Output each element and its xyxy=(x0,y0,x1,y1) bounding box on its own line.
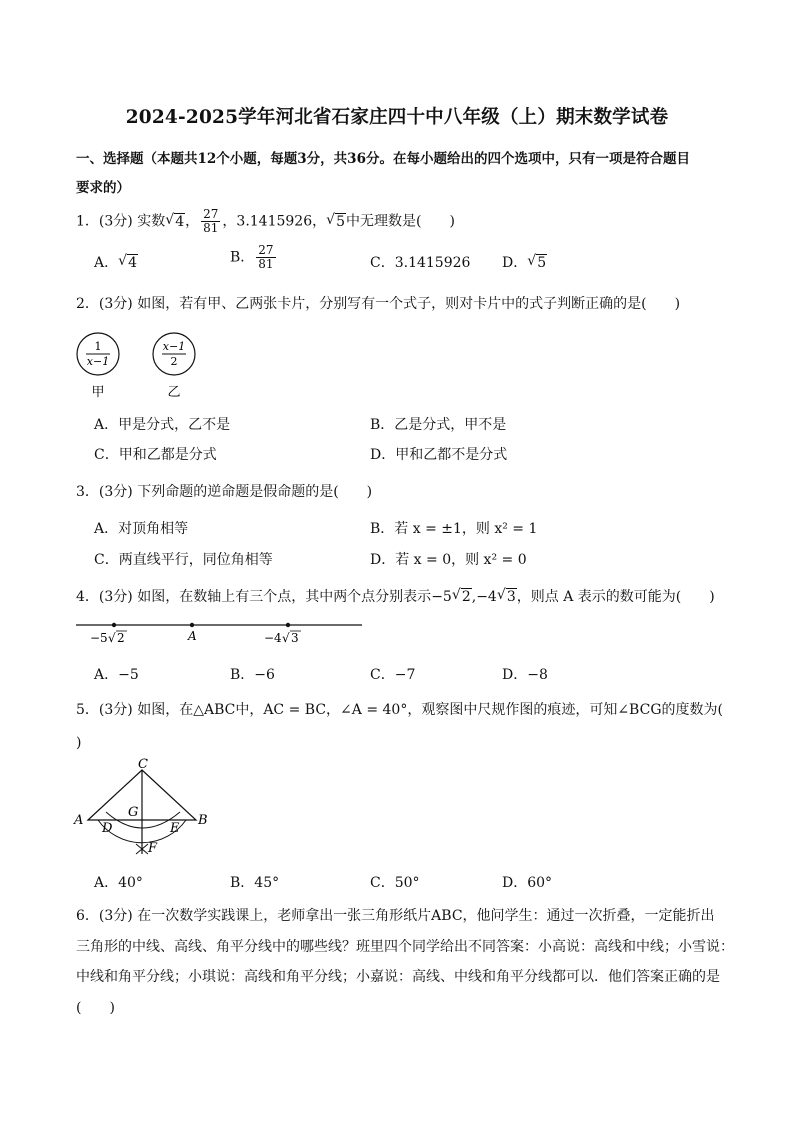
q1-mid: ，3.1415926， xyxy=(222,213,327,230)
q4-option-b[interactable]: B．−6 xyxy=(230,667,275,683)
q5-triangle-figure xyxy=(72,756,220,864)
q5-option-d[interactable]: D．60° xyxy=(502,875,553,891)
q1-stem xyxy=(76,208,455,235)
label-neg5: −5 xyxy=(90,631,108,645)
card-jia-den: x−1 xyxy=(86,355,110,368)
q4-option-c[interactable]: C．−7 xyxy=(370,667,416,683)
card-yi-num: x−1 xyxy=(162,340,186,353)
q3-option-b[interactable]: B．若 x = ±1，则 x² = 1 xyxy=(370,521,538,537)
label-e: E xyxy=(170,821,180,836)
q4-stem: 4．(3分) 如图，在数轴上有三个点，其中两个点分别表示−5√ 2,−4√ 3，则点 A 表示的数可能为( ) xyxy=(76,586,715,606)
q5-stem-line2: ) xyxy=(76,735,82,751)
q1-option-c[interactable]: C．3.1415926 xyxy=(370,255,471,271)
label-a: A xyxy=(74,813,84,828)
label-f: F xyxy=(148,841,158,856)
q1-sqrt5: √ 5 xyxy=(326,214,346,230)
card-jia-num: 1 xyxy=(94,340,102,353)
q2-option-a[interactable]: A．甲是分式，乙不是 xyxy=(94,417,231,433)
q6-stem-line3: 中线和角平分线；小琪说：高线和角平分线；小嘉说：高线、中线和角平分线都可以．他们答案正确的是 xyxy=(76,969,720,985)
q3-option-d[interactable]: D．若 x = 0，则 x² = 0 xyxy=(370,552,527,568)
q2-cards-figure xyxy=(72,330,212,404)
card-yi-den: 2 xyxy=(170,355,178,368)
q3-option-c[interactable]: C．两直线平行，同位角相等 xyxy=(94,552,273,568)
q2-option-c[interactable]: C．甲和乙都是分式 xyxy=(94,447,217,463)
label-c: C xyxy=(138,757,148,772)
label-neg4: −4 xyxy=(264,631,282,645)
label-rad-2: 2 xyxy=(117,631,125,645)
point-a xyxy=(190,623,194,627)
page-title: 2024-2025学年河北省石家庄四十中八年级（上）期末数学试卷 xyxy=(125,107,669,128)
q4-option-d[interactable]: D．−8 xyxy=(502,667,548,683)
q1-comma: ， xyxy=(185,213,200,230)
q2-stem: 2．(3分) 如图，若有甲、乙两张卡片，分别写有一个式子，则对卡片中的式子判断正确的是( ) xyxy=(76,296,681,312)
q5-stem-line1: 5．(3分) 如图，在△ABC中，AC = BC，∠A = 40°，观察图中尺规作图的痕迹，可知∠BCG的度数为( xyxy=(76,702,723,718)
q1-prefix: 1．(3分) 实数 xyxy=(76,213,166,230)
section-heading-line2: 要求的） xyxy=(76,180,130,196)
label-sqrt-sign-2: √ xyxy=(282,631,290,645)
label-g: G xyxy=(128,805,139,820)
q1-sqrt4: √ 4 xyxy=(165,214,185,230)
q4-number-line xyxy=(74,615,366,651)
label-sqrt-sign-1: √ xyxy=(108,631,116,645)
point-neg5sqrt2 xyxy=(112,623,116,627)
q6-stem-line1: 6．(3分) 在一次数学实践课上，老师拿出一张三角形纸片ABC，他问学生：通过一次折叠，一定能折出 xyxy=(76,908,715,924)
card-jia-label: 甲 xyxy=(91,385,105,400)
q5-option-c[interactable]: C．50° xyxy=(370,875,420,891)
q4-option-a[interactable]: A．−5 xyxy=(94,667,139,683)
point-neg4sqrt3 xyxy=(286,623,290,627)
q1-option-a[interactable]: A．√ 4 xyxy=(94,252,138,272)
label-d: D xyxy=(102,821,113,836)
q5-option-a[interactable]: A．40° xyxy=(94,875,143,891)
q1-option-b[interactable]: B． $\frac{27}{81}$ xyxy=(230,243,274,271)
q3-option-a[interactable]: A．对顶角相等 xyxy=(94,521,189,537)
section-heading-line1: 一、选择题（本题共12个小题，每题3分，共36分。在每小题给出的四个选项中，只有一项是符合题目 xyxy=(76,151,690,167)
q6-stem-line4: ( ) xyxy=(76,1000,115,1016)
q2-option-b[interactable]: B．乙是分式，甲不是 xyxy=(370,417,507,433)
q3-stem: 3．(3分) 下列命题的逆命题是假命题的是( ) xyxy=(76,484,373,500)
card-yi-label: 乙 xyxy=(167,385,181,400)
q1-option-d[interactable]: D．√ 5 xyxy=(502,252,547,272)
label-a: A xyxy=(188,629,197,643)
q6-stem-line2: 三角形的中线、高线、角平分线中的哪些线？班里四个同学给出不同答案：小高说：高线和中线；小雪说： xyxy=(76,939,734,955)
q2-option-d[interactable]: D．甲和乙都不是分式 xyxy=(370,447,508,463)
label-rad-3: 3 xyxy=(291,631,299,645)
q1-fraction: $\frac{27}{81}$ xyxy=(203,207,219,235)
q1-suffix: 中无理数是( ) xyxy=(346,213,455,230)
label-b: B xyxy=(198,813,208,828)
q5-option-b[interactable]: B．45° xyxy=(230,875,280,891)
